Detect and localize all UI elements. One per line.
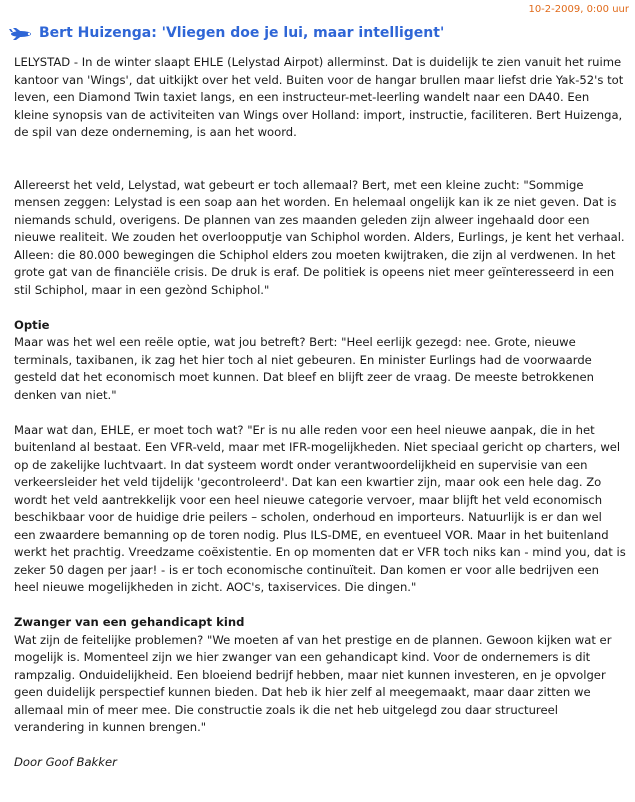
byline: Door Goof Bakker [14,755,117,769]
paragraph: Allereerst het veld, Lelystad, wat gebeurt er toch allemaal? Bert, met een kleine zucht: "Sommige mensen zeggen: Lelystad is een soap aan het worden. En helemaal ongelijk kan ik ze niet geven. Dat is niemands schuld, overigens. De plannen van zes maanden geleden zijn alweer ingehaald door een nieuwe realiteit. We zouden het overloopputje van Schiphol worden. Alders, Eurlings, je kent het verhaal. Alleen: die 80.000 bewegingen die Schiphol elders zou moeten kwijtraken, die zijn al verdwenen. In het grote gat van de financiële crisis. De druk is eraf. De politiek is opeens niet meer geïnteresseerd in een stil Schiphol, maar in een gezònd Schiphol." [14,177,625,297]
paragraph: Wat zijn de feitelijke problemen? "We moeten af van het prestige en de plannen. Gewoon kijken wat er mogelijk is. Momenteel zijn we hier zwanger van een gehandicapt kind. Voor de ondernemers is dit rampzalig. Onduidelijkheid. Een bloeiend bedrijf hebben, maar niet kunnen investeren, en je opvolger geen duidelijk perspectief kunnen bieden. Dat heb ik hier zelf al meegemaakt, maar daar zitten we allemaal min of meer mee. Die constructie zoals ik die net heb uitgelegd zou daar structureel verandering in kunnen brengen." [14,632,612,734]
article-title: Bert Huizenga: 'Vliegen doe je lui, maar intelligent' [39,25,445,41]
article-header [9,25,631,41]
paragraph: Maar was het wel een reële optie, wat jou betreft? Bert: "Heel eerlijk gezegd: nee. Grote, nieuwe terminals, taxibanen, ik zag het hier toch al niet gebeuren. En minister Eurlings had de voorwaarde gesteld dat het economisch moet kunnen. Dat bleef en blijft zeer de vraag. De meeste betrokkenen denken van niet." [14,335,594,402]
article-body [14,54,626,772]
article-date: 10-2-2009, 0:00 uur [528,4,629,15]
section-heading: Zwanger van een gehandicapt kind [14,615,245,629]
paragraph: Maar wat dan, EHLE, er moet toch wat? "Er is nu alle reden voor een heel nieuwe aanpak, die in het buitenland al bestaat. Een VFR-veld, maar met IFR-mogelijkheden. Niet speciaal gericht op charters, wel op de zakelijke luchtvaart. In dat systeem wordt onder verantwoordelijkheid en supervisie van een verkeersleider het veld tijdelijk 'gecontroleerd'. Dat kan een kwartier zijn, maar ook een hele dag. Zo wordt het veld aantrekkelijk voor een heel nieuwe categorie vervoer, maar blijft het veld economisch beschikbaar voor de huidige drie peilers – scholen, onderhoud en importeurs. Natuurlijk is er dan wel een zwaardere bemanning op de toren nodig. Plus ILS-DME, en eventueel VOR. Maar in het buitenland werkt het prachtig. Vreedzame coëxistentie. En op momenten dat er VFR toch niks kan - mind you, dat is zeker 50 dagen per jaar! - is er toch economische continuïteit. Dan komen er voor alle bedrijven een heel nieuwe mogelijkheden in zicht. AOC's, taxiservices. Die dingen." [14,422,626,594]
intro-paragraph: LELYSTAD - In de winter slaapt EHLE (Lelystad Airpot) allerminst. Dat is duidelijk te zien vanuit het ruime kantoor van 'Wings', dat uitkijkt over het veld. Buiten voor de hangar brullen maar liefst drie Yak-52's tot leven, een Diamond Twin taxiet langs, en een instructeur-met-leerling wandelt naar een DA40. Een kleine synopsis van de activiteiten van Wings over Holland: import, instructie, faciliteren. Bert Huizenga, de spil van deze onderneming, is aan het woord. [14,55,624,139]
airplane-icon [9,26,33,40]
section-heading: Optie [14,317,50,332]
